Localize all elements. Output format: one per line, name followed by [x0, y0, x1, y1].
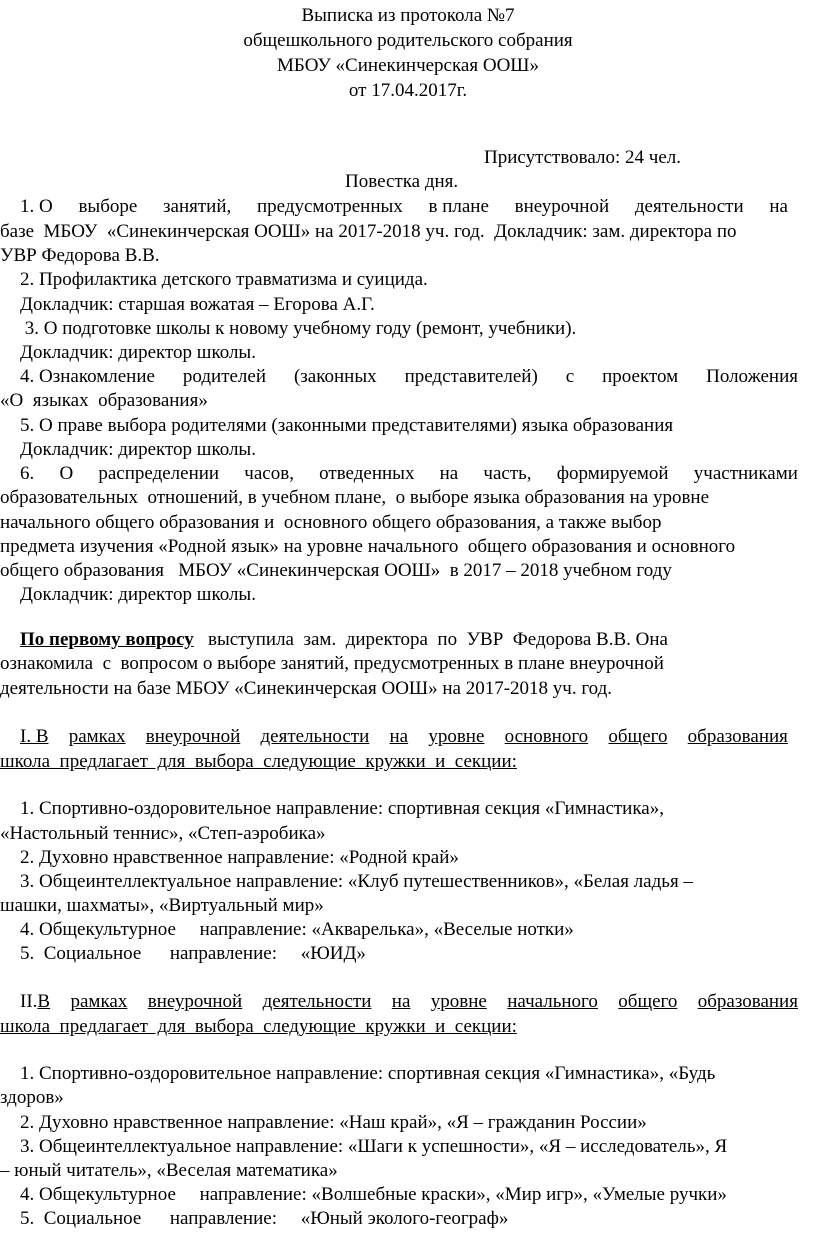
agenda-item-4-line2: «О языках образования»	[0, 390, 208, 411]
section-primary-item-1-line1: 1. Спортивно-оздоровительное направление: спортивная секция «Гимнастика», «Будь	[20, 1063, 716, 1084]
section-basic-item-5: 5. Социальное направление: «ЮИД»	[20, 943, 366, 964]
agenda-item-6-line4: предмета изучения «Родной язык» на уровне начального общего образования и основного	[0, 536, 736, 557]
agenda-item-1-line2: базе МБОУ «Синекинчерская ООШ» на 2017-2018 уч. год. Докладчик: зам. директора по	[0, 221, 737, 242]
first-question-line3: деятельности на базе МБОУ «Синекинчерская ООШ» на 2017-2018 уч. год.	[0, 678, 613, 699]
section-primary-item-4: 4. Общекультурное направление: «Волшебные краски», «Мир игр», «Умелые ручки»	[20, 1184, 727, 1205]
section-basic-item-1-line2: «Настольный теннис», «Степ-аэробика»	[0, 823, 326, 844]
agenda-item-2-speaker: Докладчик: старшая вожатая – Егорова А.Г.	[20, 294, 375, 315]
agenda-item-1-line3: УВР Федорова В.В.	[0, 245, 160, 266]
agenda-item-6-line3: начального общего образования и основного общего образования, а также выбор	[0, 512, 662, 533]
section-primary-item-3-line1: 3. Общеинтеллектуальное направление: «Шаги к успешности», «Я – исследователь», Я	[20, 1136, 728, 1157]
section-primary-heading-words: В рамках внеурочной деятельности на уровне начального общего образования	[37, 991, 798, 1012]
doc-title-line1: Выписка из протокола №7	[301, 5, 515, 26]
section-primary-item-3-line2: – юный читатель», «Веселая математика»	[0, 1160, 338, 1181]
section-basic-item-1-line1: 1. Спортивно-оздоровительное направление: спортивная секция «Гимнастика»,	[20, 798, 664, 819]
doc-title-line3: МБОУ «Синекинчерская ООШ»	[277, 55, 539, 76]
agenda-item-1-line1: 1. О выборе занятий, предусмотренных в плане внеурочной деятельности на	[20, 196, 788, 217]
agenda-item-4-line1: 4. Ознакомление родителей (законных представителей) с проектом Положения	[20, 366, 798, 387]
section-primary-prefix: II.	[20, 991, 38, 1012]
doc-date: от 17.04.2017г.	[348, 80, 468, 101]
section-basic-heading-line2: школа предлагает для выбора следующие кружки и секции:	[0, 751, 517, 772]
first-question-line2: ознакомила с вопросом о выборе занятий, предусмотренных в плане внеурочной	[0, 653, 664, 674]
agenda-item-6-line2: образовательных отношений, в учебном плане, о выборе языка образования на уровне	[0, 487, 710, 508]
agenda-item-2: 2. Профилактика детского травматизма и суицида.	[20, 269, 428, 290]
agenda-item-5: 5. О праве выбора родителями (законными представителями) языка образования	[20, 415, 674, 436]
agenda-item-5-speaker: Докладчик: директор школы.	[20, 439, 256, 460]
section-basic-item-2: 2. Духовно нравственное направление: «Родной край»	[20, 847, 459, 868]
agenda-item-6-speaker: Докладчик: директор школы.	[20, 584, 256, 605]
section-primary-heading-line2: школа предлагает для выбора следующие кружки и секции:	[0, 1016, 517, 1037]
agenda-heading: Повестка дня.	[345, 171, 459, 192]
first-question-label: По первому вопросу	[20, 629, 194, 650]
agenda-item-3: 3. О подготовке школы к новому учебному году (ремонт, учебники).	[20, 318, 577, 339]
section-basic-item-3-line2: шашки, шахматы», «Виртуальный мир»	[0, 895, 324, 916]
first-question-line1	[20, 628, 668, 652]
doc-title-line2: общешкольного родительского собрания	[243, 30, 573, 51]
attendance: Присутствовало: 24 чел.	[484, 147, 681, 168]
agenda-item-6-line5: общего образования МБОУ «Синекинчерская ООШ» в 2017 – 2018 учебном году	[0, 560, 672, 581]
first-question-text: выступила зам. директора по УВР Федорова В.В. Она	[193, 629, 668, 650]
section-basic-heading-line1: I. В рамках внеурочной деятельности на уровне основного общего образования	[20, 726, 788, 747]
section-basic-item-3-line1: 3. Общеинтеллектуальное направление: «Клуб путешественников», «Белая ладья –	[20, 871, 693, 892]
section-basic-item-4: 4. Общекультурное направление: «Акварелька», «Веселые нотки»	[20, 919, 574, 940]
section-primary-item-5: 5. Социальное направление: «Юный эколого-географ»	[20, 1208, 509, 1229]
agenda-item-3-speaker: Докладчик: директор школы.	[20, 342, 256, 363]
section-primary-item-2: 2. Духовно нравственное направление: «Наш край», «Я – гражданин России»	[20, 1112, 647, 1133]
agenda-item-6-line1: 6. О распределении часов, отведенных на часть, формируемой участниками	[20, 463, 798, 484]
section-primary-item-1-line2: здоров»	[0, 1087, 64, 1108]
section-primary-heading-line1	[20, 990, 798, 1014]
